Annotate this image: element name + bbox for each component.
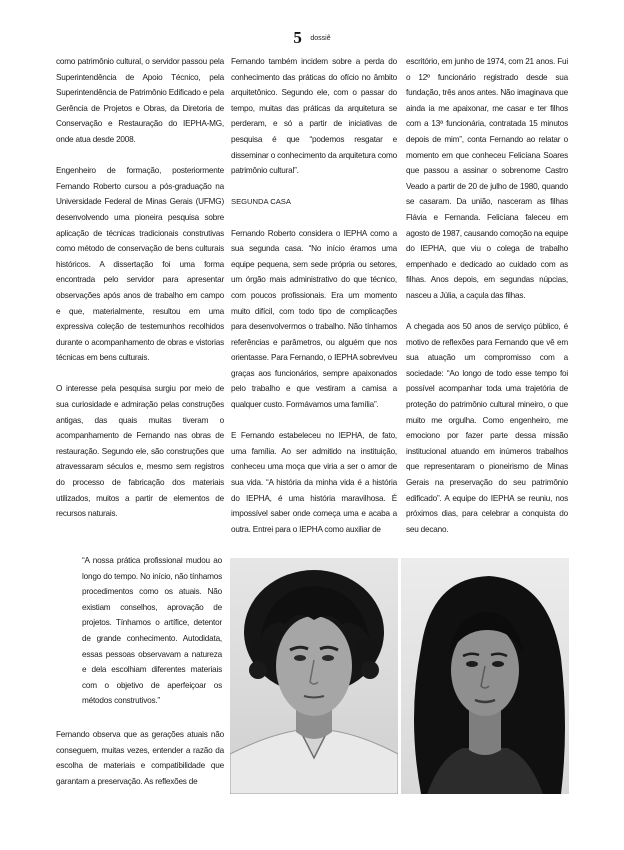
pull-quote: “A nossa prática profissional mudou ao longo do tempo. No início, não tínhamos procedimentos como os atuais. Não existiam conselhos, aprovação de projetos. Tínhamos o artífice, detentor de grande conhecimento. Autodidata, essas pessoas observavam a natureza e dela escolhiam diferentes materiais com o objetivo de aperfeiçoar os métodos construtivos.” — [82, 556, 222, 706]
column-3 — [406, 54, 568, 537]
paragraph: Fernando Roberto considera o IEPHA como a sua segunda casa. “No início éramos uma equipe pequena, sem sede própria ou setores, um órgão mais administrativo do que técnico, com poucos profissionais. Era um momento muito difícil, com todo tipo de complicações para desenvolvermos o trabalho. Não tínhamos referências e parâmetros, ou alguém que nos orientasse. Para Fernando, o IEPHA sobreviveu graças aos funcionários, sempre apaixonados pelo trabalho e que vestiram a camisa a qualquer custo. Formávamos uma família”. — [231, 228, 397, 410]
paragraph: A chegada aos 50 anos de serviço público, é motivo de reflexões para Fernando que vê em sua atuação um compromisso com a sociedade: “Ao longo de todo esse tempo foi possível acompanhar toda uma trajetória de proteção do patrimônio cultural mineiro, o que muito me orgulha. Como engenheiro, me emociono por fazer parte dessa missão institucional atuando em inúmeros trabalhos que representaram o pioneirismo de Minas Gerais na preservação do seu patrimônio edificado”. A equipe do IEPHA se reuniu, nos próximos dias, para celebrar a conquista do seu decano. — [406, 322, 568, 534]
paragraph: E Fernando estabeleceu no IEPHA, de fato, uma família. Ao ser admitido na instituição, conheceu uma moça que viria a ser o amor de sua vida. “A história da minha vida é a história do IEPHA, é uma história maravilhosa. É impossível saber onde começa uma e acaba a outra. Entrei para o IEPHA como auxiliar de — [231, 431, 397, 534]
column-1-continuation: Fernando observa que as gerações atuais não conseguem, muitas vezes, entender a razão da escolha de materiais e compatibilidade que garantam a preservação. As reflexões de — [56, 730, 224, 786]
page-number: 5 — [293, 28, 302, 47]
portrait-photo-woman — [401, 558, 569, 794]
page-header — [0, 28, 624, 48]
section-label: dossiê — [310, 34, 331, 42]
column-2 — [231, 54, 397, 537]
paragraph: como patrimônio cultural, o servidor passou pela Superintendência de Apoio Técnico, pela Superintendência de Patrimônio Edificado e pela Gerência de Projetos e Obras, da Diretoria de Conservação e Restauração do IEPHA-MG, onde atua desde 2008. — [56, 57, 224, 144]
section-subheading: SEGUNDA CASA — [231, 197, 291, 207]
paragraph: O interesse pela pesquisa surgiu por meio de sua curiosidade e admiração pelas construções antigas, das quais muitas tiveram o acompanhamento de Fernando nas obras de restauração. Segundo ele, são construções que atravessaram séculos e, mesmo sem registros do processo de fabricação dos materiais utilizados, muitos a partir de elementos de recursos naturais. — [56, 384, 224, 519]
paragraph: Fernando também incidem sobre a perda do conhecimento das práticas do ofício no âmbito arquitetônico. Segundo ele, com o passar do tempo, muitas das práticas da arquitetura se perderam, e só a partir de iniciativas de pesquisa é que “podemos resgatar e disseminar o conhecimento da arquitetura como patrimônio cultural”. — [231, 57, 397, 176]
paragraph: Engenheiro de formação, posteriormente Fernando Roberto cursou a pós-graduação na Universidade Federal de Minas Gerais (UFMG) desenvolvendo uma pioneira pesquisa sobre aplicação de técnicas tradicionais construtivas como método de conservação de bens culturais históricos. A dissertação foi uma forma encontrada pelo servidor para apresentar observações após anos de trabalho em campo e que, materialmente, resultou em uma expressiva coleção de testemunhos recolhidos durante o acompanhamento de obras e vistorias técnicas em bens culturais. — [56, 166, 224, 363]
column-1 — [56, 54, 224, 522]
photo-pair — [230, 558, 569, 794]
portrait-photo-man — [230, 558, 398, 794]
paragraph: escritório, em junho de 1974, com 21 anos. Fui o 12º funcionário registrado desde sua fundação, três anos antes. Não imaginava que ainda ia me apaixonar, me casar e ter filhos com a 13ª funcionária, contratada 15 minutos depois de mim”, conta Fernando ao relatar o momento em que conheceu Felicíana Soares que passou a assinar o sobrenome Castro Veado a partir de 20 de julho de 1980, quando se casaram. Da união, nasceram as filhas Flávia e Fernanda. Felicíana faleceu em agosto de 1987, causando comoção na equipe do IEPHA, que viu o colega de trabalho empenhado e dedicado ao cuidado com as filhas. Anos depois, em segundas núpcias, nasceu a Júlia, a caçula das filhas. — [406, 57, 568, 300]
